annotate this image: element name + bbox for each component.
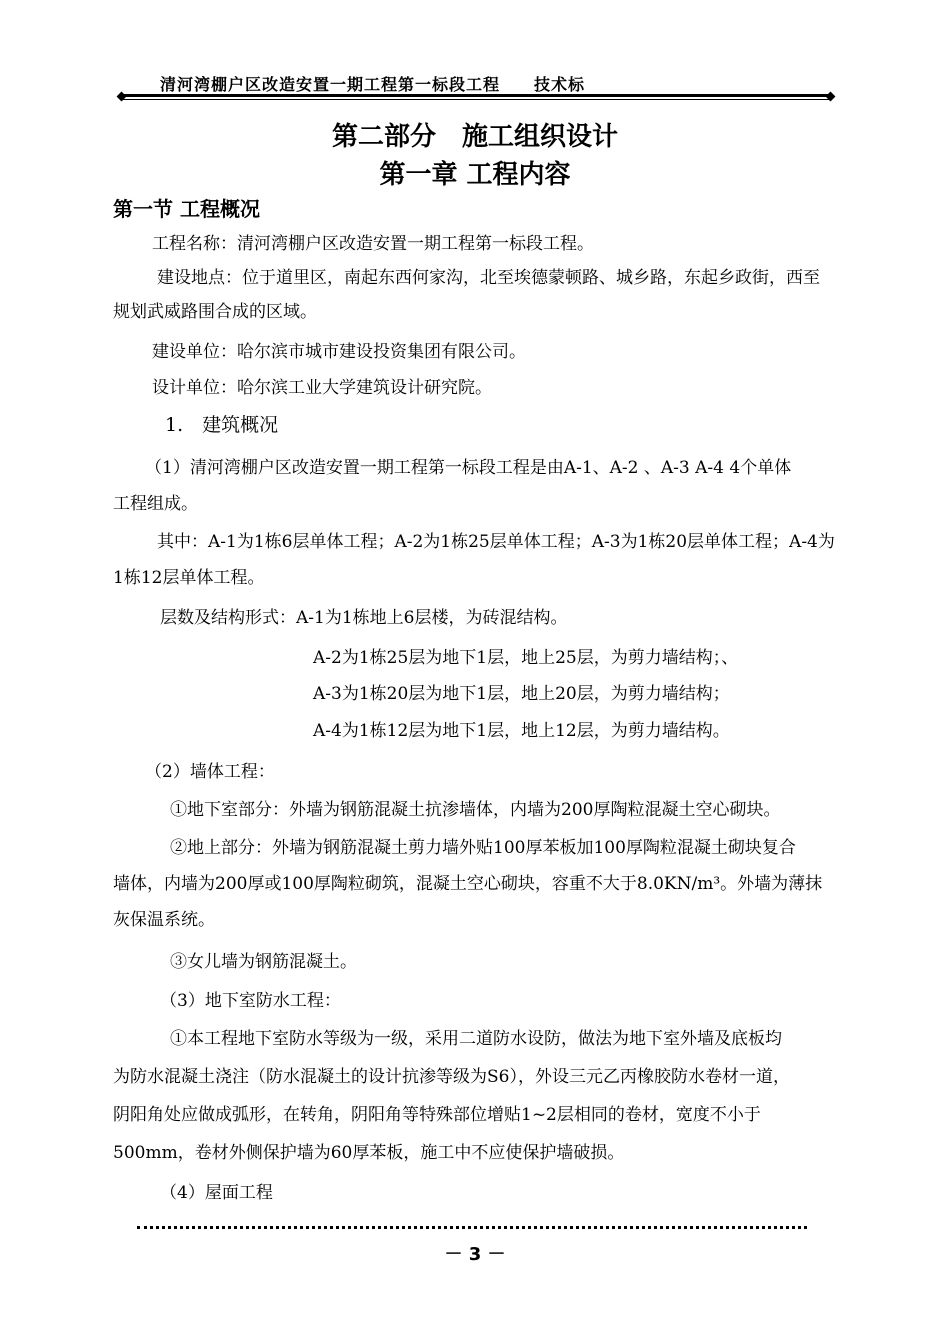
- running-header: 清河湾棚户区改造安置一期工程第一标段工程 技术标: [160, 75, 586, 94]
- page-number: － 3 －: [444, 1244, 506, 1265]
- header-rule-thin: [122, 99, 832, 100]
- line-designer: 设计单位：哈尔滨工业大学建筑设计研究院。: [152, 378, 492, 398]
- heading-waterproof: （3）地下室防水工程：: [160, 991, 341, 1011]
- line-wall-basement: ①地下室部分：外墙为钢筋混凝土抗渗墙体，内墙为200厚陶粒混凝土空心砌块。: [170, 800, 781, 820]
- line-waterproof-4: 500mm，卷材外侧保护墙为60厚苯板，施工中不应使保护墙破损。: [113, 1143, 625, 1163]
- part-title: 第二部分 施工组织设计: [331, 122, 618, 152]
- line-structure-a1: 层数及结构形式：A-1为1栋地上6层楼，为砖混结构。: [160, 608, 568, 628]
- line-units-b: 1栋12层单体工程。: [113, 568, 265, 588]
- line-waterproof-3: 阴阳角处应做成弧形，在转角，阴阳角等特殊部位增贴1~2层相同的卷材，宽度不小于: [113, 1105, 761, 1125]
- heading-wall: （2）墙体工程：: [145, 762, 275, 782]
- line-arch-1a: （1）清河湾棚户区改造安置一期工程第一标段工程是由A-1、A-2 、A-3 A-4 4个单体: [145, 458, 792, 478]
- line-structure-a4: A-4为1栋12层为地下1层，地上12层，为剪力墙结构。: [313, 721, 730, 741]
- heading-roof: （4）屋面工程: [160, 1183, 273, 1203]
- header-rule: [122, 94, 832, 97]
- line-location-2: 规划武威路围合成的区域。: [113, 302, 317, 322]
- chapter-title: 第一章 工程内容: [379, 160, 571, 190]
- section-heading: 第一节 工程概况: [113, 197, 260, 221]
- line-parapet: ③女儿墙为钢筋混凝土。: [170, 952, 357, 972]
- line-wall-above-3: 灰保温系统。: [113, 910, 215, 930]
- line-structure-a2: A-2为1栋25层为地下1层，地上25层，为剪力墙结构；、: [313, 648, 739, 668]
- line-wall-above-1: ②地上部分：外墙为钢筋混凝土剪力墙外贴100厚苯板加100厚陶粒混凝土砌块复合: [170, 838, 796, 858]
- line-owner: 建设单位：哈尔滨市城市建设投资集团有限公司。: [152, 342, 526, 362]
- footer-dotted-rule: [137, 1226, 807, 1229]
- subsection-architecture: 1. 建筑概况: [165, 414, 279, 436]
- line-waterproof-2: 为防水混凝土浇注（防水混凝土的设计抗渗等级为S6），外设三元乙丙橡胶防水卷材一道，: [113, 1067, 790, 1087]
- line-arch-1b: 工程组成。: [113, 494, 198, 514]
- line-location-1: 建设地点：位于道里区，南起东西何家沟，北至埃德蒙顿路、城乡路，东起乡政街，西至: [157, 268, 820, 288]
- line-wall-above-2: 墙体，内墙为200厚或100厚陶粒砌筑，混凝土空心砌块，容重不大于8.0KN/m³。外墙为薄抹: [113, 874, 823, 894]
- line-structure-a3: A-3为1栋20层为地下1层，地上20层，为剪力墙结构；: [313, 684, 730, 704]
- line-units-a: 其中：A-1为1栋6层单体工程；A-2为1栋25层单体工程；A-3为1栋20层单体工程；A-4为: [157, 532, 835, 552]
- line-project-name: 工程名称：清河湾棚户区改造安置一期工程第一标段工程。: [152, 234, 594, 254]
- line-waterproof-1: ①本工程地下室防水等级为一级，采用二道防水设防，做法为地下室外墙及底板均: [170, 1029, 782, 1049]
